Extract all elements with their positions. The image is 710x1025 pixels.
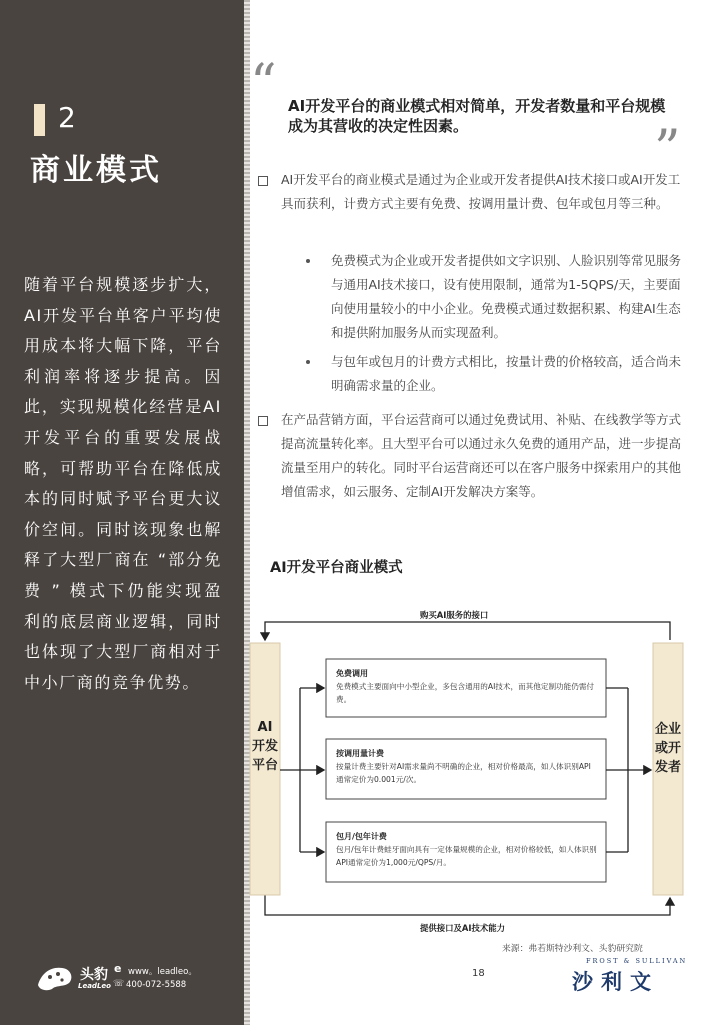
box-per-use-heading: 按调用量计费 <box>336 749 384 758</box>
box-free-heading: 免费调用 <box>336 669 368 678</box>
paragraph-business-model: AI开发平台的商业模式是通过为企业或开发者提供AI技术接口或AI开发工具而获利，计费方式主要有免费、按调用量计费、包年或包月等三种。 <box>281 172 681 211</box>
bottom-arrow-label: 提供接口及AI技术能力 <box>420 923 505 933</box>
headline: AI开发平台的商业模式相对简单，开发者数量和平台规模成为其营收的决定性因素。 <box>288 97 666 135</box>
web-icon: e <box>114 962 122 975</box>
sidebar-paragraph: 随着平台规模逐步扩大，AI开发平台单客户平均使用成本将大幅下降，平台利润率将逐步提高。因此，实现规模化经营是AI开发平台的重要发展战略，可帮助平台在降低成本的同时赋予平台更大议价空间。同时该现象也解释了大型厂商在 “部分免费 ” 模式下仍能实现盈利的底层商业逻辑，同时也体现了大型厂商相对于中小厂商的竞争优势。 <box>24 275 222 692</box>
box-free-content <box>336 667 598 706</box>
frost-sullivan-en-logo: FROST & SULLIVAN <box>586 957 688 965</box>
leadleo-logo-subtext: LeadLeo <box>78 982 111 990</box>
open-quote-icon: “ <box>250 54 277 114</box>
website-link[interactable]: www。leadleo。 <box>128 967 197 977</box>
page-number: 18 <box>472 968 485 979</box>
right-column-label: 企业或开发者 <box>655 722 682 775</box>
box-per-use-text: 按量计费主要针对AI需求量尚不明确的企业，相对价格最高，如人体识别API通常定价为0.001元/次。 <box>336 762 591 784</box>
left-column-label: AI开发平台 <box>252 720 279 773</box>
leadleo-leopard-icon <box>36 963 74 991</box>
section-number: 2 <box>58 101 77 134</box>
box-free-text: 免费模式主要面向中小型企业，多包含通用的AI技术，而其他定制功能仍需付费。 <box>336 682 595 704</box>
phone-number: 400-072-5588 <box>126 980 187 990</box>
paragraph-marketing: 在产品营销方面，平台运营商可以通过免费试用、补贴、在线教学等方式提高流量转化率。且大型平台可以通过永久免费的通用产品，进一步提高流量至用户的转化。同时平台运营商还可以在客户服务中探索用户的其他增值需求，如云服务、定制AI开发解决方案等。 <box>281 412 682 499</box>
leadleo-logo-text: 头豹 <box>80 967 108 983</box>
frost-sullivan-cn-logo: 沙利文 <box>572 970 659 994</box>
top-arrow-label: 购买AI服务的接口 <box>420 610 489 620</box>
source-note: 来源：弗若斯特沙利文、头豹研究院 <box>502 944 643 954</box>
box-subscription-text: 包月/包年计费蛙牙面向具有一定体量规模的企业，相对价格较低，如人体识别API通常定价为1,000元/QPS/月。 <box>336 845 597 867</box>
bottom-arrow-line <box>265 895 670 915</box>
phone-icon: ☏ <box>113 979 125 989</box>
diagram-title: AI开发平台商业模式 <box>270 560 403 576</box>
box-subscription-heading: 包月/包年计费 <box>336 832 387 841</box>
paragraph-pay-per-use: 与包年或包月的计费方式相比，按量计费的价格较高，适合尚未明确需求量的企业。 <box>331 354 682 393</box>
box-subscription-content <box>336 830 598 869</box>
top-arrow-line <box>265 622 670 640</box>
paragraph-free-model: 免费模式为企业或开发者提供如文字识别、人脸识别等常见服务与通用AI技术接口，设有使用限制，通常为1-5QPS/天，主要面向使用量较小的中小企业。免费模式通过数据积累、构建AI生态和提供附加服务从而实现盈利。 <box>331 253 682 340</box>
box-per-use-content <box>336 747 598 786</box>
close-quote-icon: ” <box>654 120 681 180</box>
section-title: 商业模式 <box>30 153 162 188</box>
